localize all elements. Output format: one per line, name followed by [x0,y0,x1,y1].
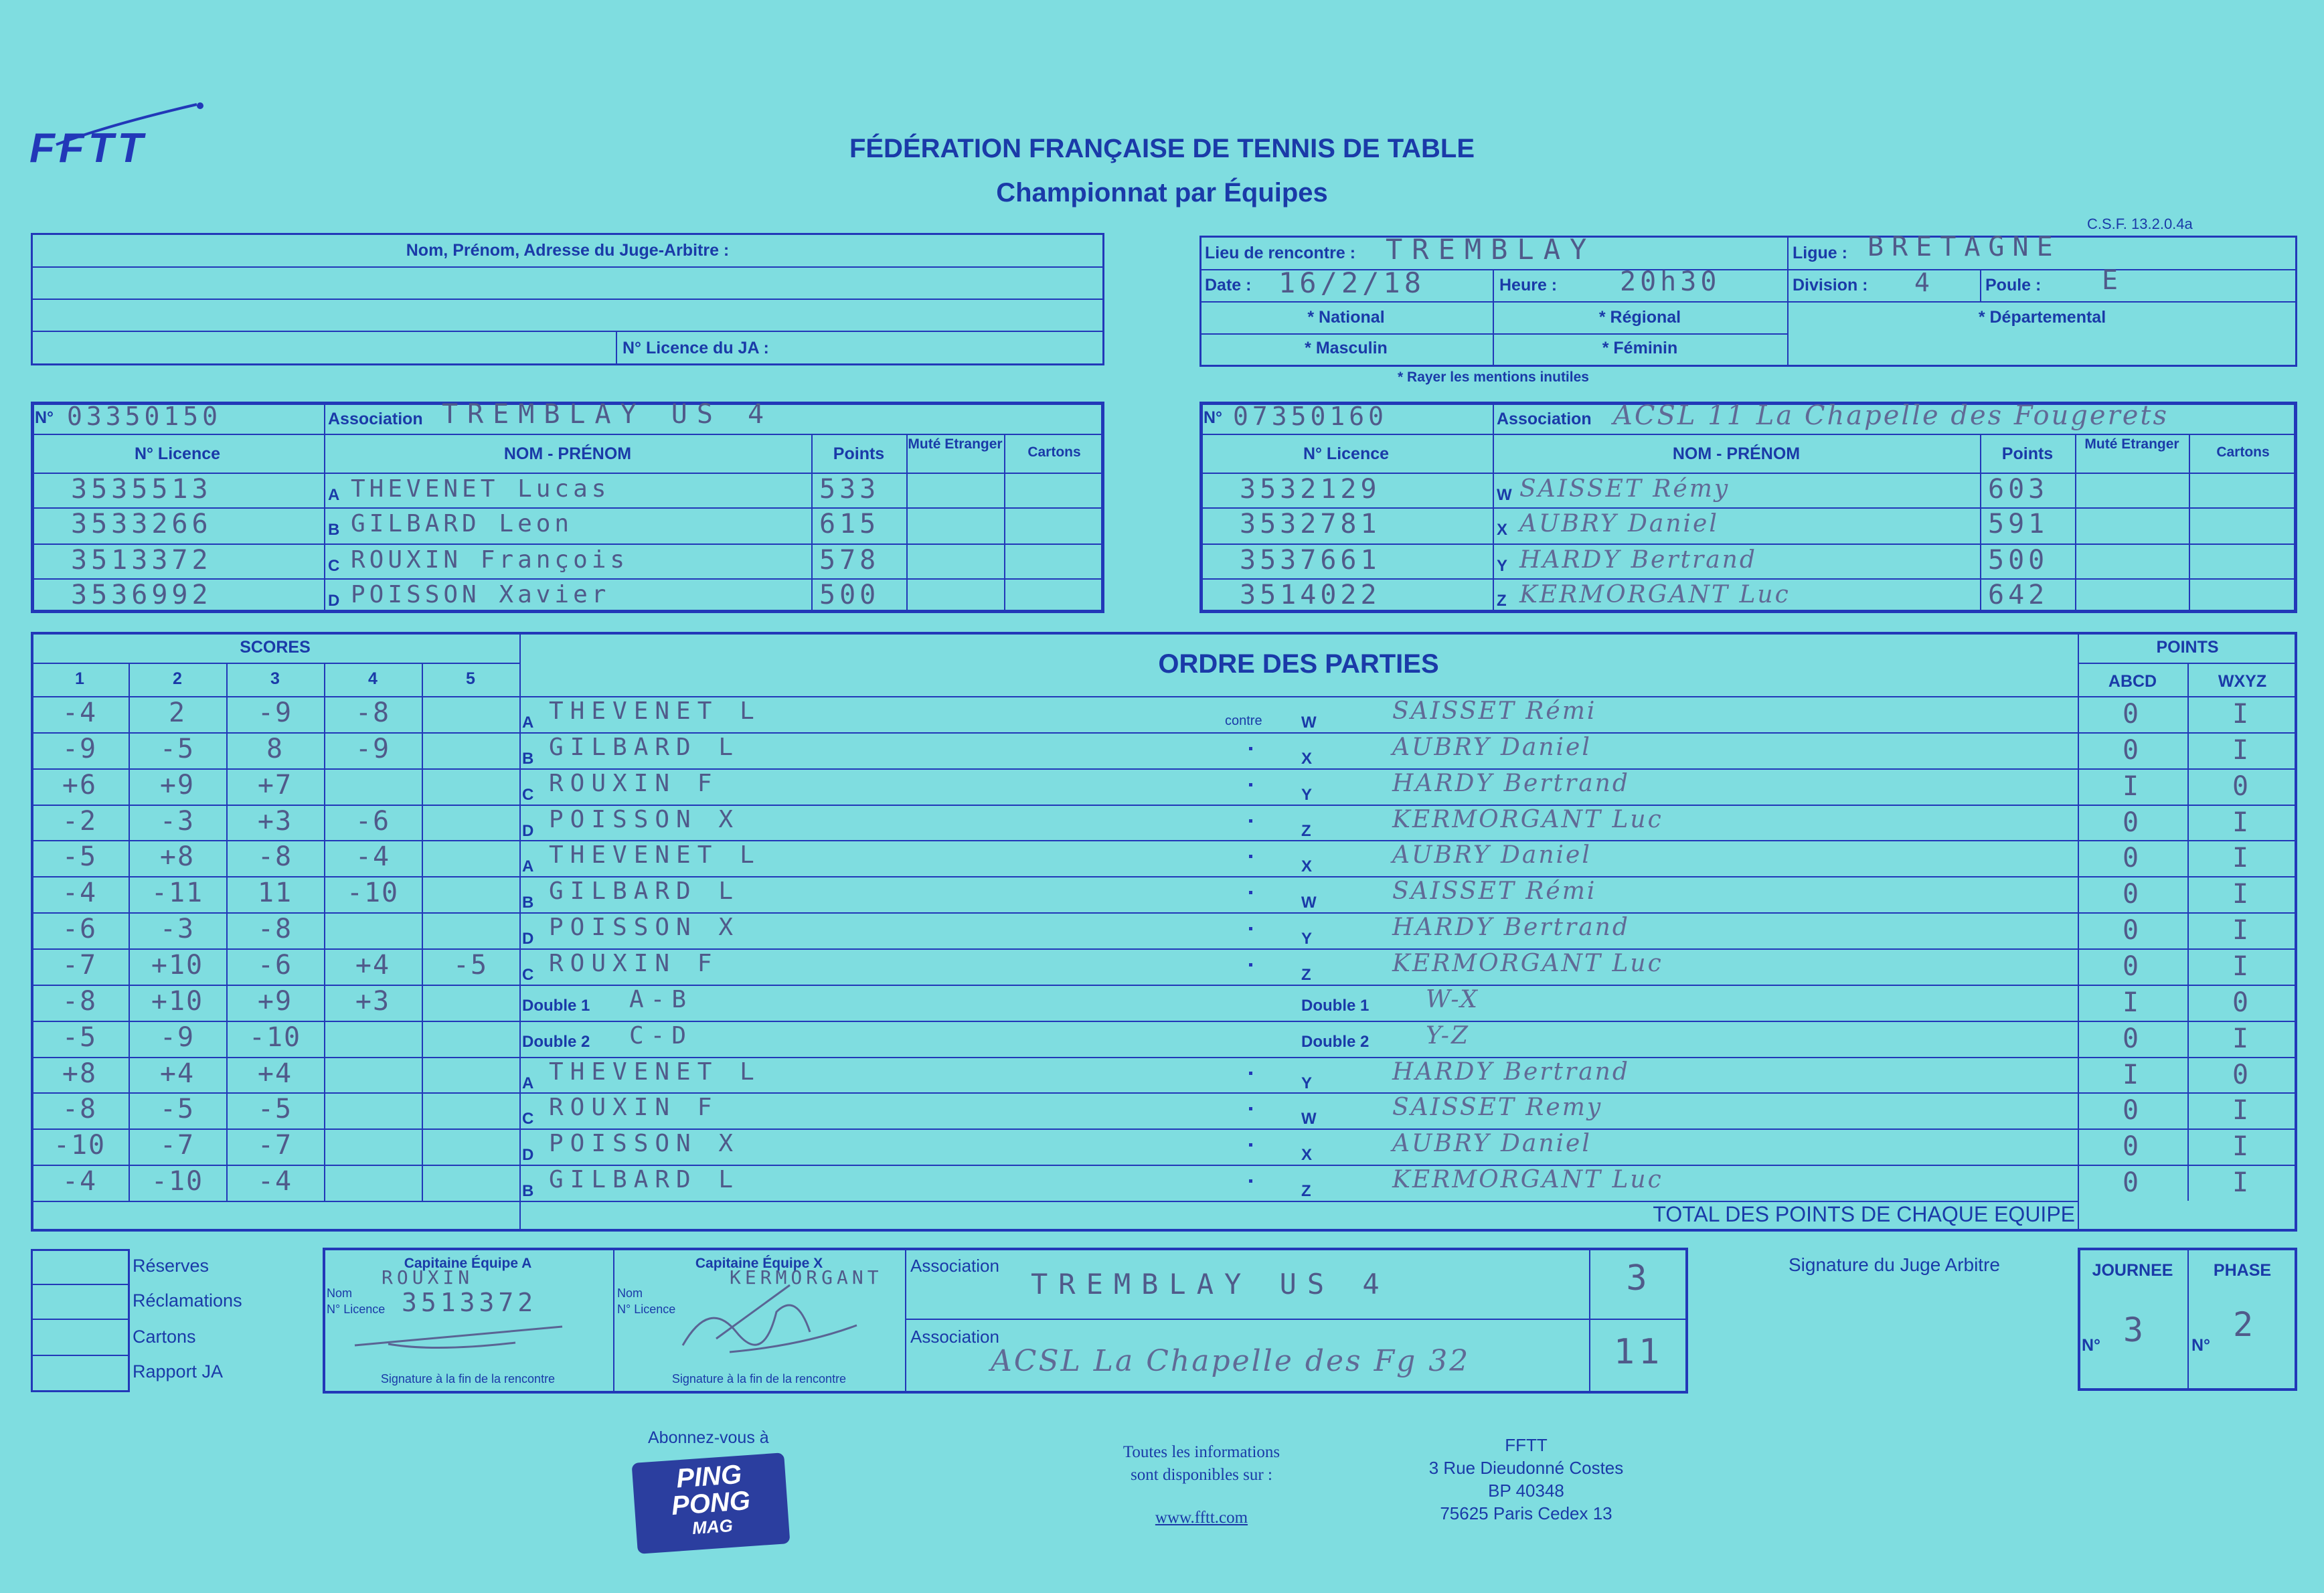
left-player-name: GILBARD L [549,733,740,761]
points-abcd: 0 [2122,1167,2143,1199]
team-left-number: 03350150 [67,402,222,431]
heure-value: 20h30 [1620,266,1721,297]
right-player-letter: Y [1301,930,1313,948]
team-left-col-nom: NOM - PRÉNOM [503,444,632,463]
departemental-label: * Départemental [1978,308,2106,327]
player-licence: 3535513 [71,474,212,505]
contre-dot [1249,1143,1252,1147]
team-right-association: ACSL 11 La Chapelle des Fougerets [1613,400,2169,431]
left-player-letter: B [522,749,534,768]
mag-line1: PING [675,1459,743,1494]
date-label: Date : [1205,276,1252,295]
captain-a-nom: ROUXIN [382,1266,474,1288]
captain-x-signature [669,1272,870,1365]
left-player-letter: B [522,1182,534,1201]
captain-x-title: Capitaine Équipe X [695,1256,823,1271]
player-name: ROUXIN François [351,546,629,574]
points-abcd: 0 [2122,879,2143,910]
points-abcd: 0 [2122,951,2143,983]
set-score: -4 [257,1166,293,1197]
player-points: 500 [1988,545,2049,576]
left-player-letter: C [522,1110,534,1128]
reserves-box [31,1249,130,1392]
set-score: +8 [159,841,195,873]
player-letter: D [328,592,340,610]
points-wxyz: I [2232,1023,2253,1054]
points-abcd: 0 [2122,1131,2143,1163]
player-letter: A [328,486,340,504]
game-row-divider [31,1165,2297,1166]
player-name: KERMORGANT Luc [1519,581,1791,608]
infos-line1: Toutes les informations [1123,1443,1280,1461]
left-player-letter: D [522,1146,534,1165]
player-points: 500 [819,580,880,610]
game-row-divider [31,1128,2297,1130]
right-player-name: HARDY Bertrand [1392,1058,1630,1086]
team-right-col-cartons: Cartons [2216,444,2270,460]
set-score: -7 [257,1130,293,1161]
set-score: +9 [257,985,293,1017]
set-score: -7 [159,1130,195,1161]
mag-line3: MAG [691,1515,734,1538]
set-score: -4 [355,841,391,873]
set-score: -3 [159,914,195,945]
points-wxyz: I [2232,951,2253,983]
set-score: +7 [257,769,293,801]
team-right-col-mute: Muté Etranger [2084,436,2179,452]
game-row-divider [31,1057,2297,1058]
right-player-letter: X [1301,749,1313,768]
points-wxyz: I [2232,1095,2253,1126]
right-player-letter: Y [1301,1074,1313,1092]
contre-dot [1249,747,1252,750]
division-value: 4 [1914,268,1934,297]
contre-dot [1249,891,1252,894]
total-label: TOTAL DES POINTS DE CHAQUE EQUIPE [1653,1202,2075,1226]
left-player-letter: Double 2 [522,1032,590,1051]
set-score: -11 [151,877,204,909]
contre-dot [1249,855,1252,858]
right-player-name: KERMORGANT Luc [1392,950,1663,978]
team-right-association-label: Association [1497,410,1592,428]
address-street: 3 Rue Dieudonné Costes [1428,1458,1624,1478]
set-column-divider [422,663,423,1201]
points-wxyz: I [2232,699,2253,730]
assoc1-label: Association [910,1256,999,1276]
website-link[interactable]: www.fftt.com [1155,1509,1248,1527]
set-score: -8 [355,697,391,728]
player-points: 578 [819,545,880,576]
federation-title: FÉDÉRATION FRANÇAISE DE TENNIS DE TABLE [849,134,1475,163]
points-abcd: I [2122,987,2143,1018]
set-score: -10 [151,1166,204,1197]
player-name: HARDY Bertrand [1519,546,1757,574]
player-letter: Z [1497,592,1507,610]
set-score: +3 [257,805,293,837]
game-row-divider [31,1021,2297,1022]
set-score: +3 [355,985,391,1017]
poule-label: Poule : [1985,276,2042,295]
logo-text: FFTT [29,125,147,171]
right-player-letter: Z [1301,966,1311,985]
contre-label: contre [1225,714,1262,728]
left-player-name: C-D [629,1021,693,1050]
left-player-name: THEVENET L [549,1058,761,1086]
player-licence: 3537661 [1240,545,1381,576]
left-player-name: THEVENET L [549,697,761,725]
left-player-name: POISSON X [549,1130,740,1158]
set-header-4: 4 [368,669,378,688]
masculin-label: * Masculin [1305,339,1388,357]
left-player-letter: A [522,1074,534,1092]
left-player-name: GILBARD L [549,1166,740,1194]
contre-dot [1249,963,1252,967]
team-left-col-points: Points [833,444,885,463]
points-abcd: 0 [2122,915,2143,946]
set-score: -4 [62,877,98,909]
points-abcd: 0 [2122,734,2143,766]
set-score: -5 [159,1094,195,1125]
right-player-name: SAISSET Rémi [1392,697,1597,725]
abcd-header: ABCD [2108,672,2157,691]
contre-dot [1249,1179,1252,1183]
assoc1-score: 3 [1626,1258,1651,1298]
set-score: -4 [62,697,98,728]
judge-label: Nom, Prénom, Adresse du Juge-Arbitre : [406,241,730,260]
journee-n-label: N° [2082,1336,2101,1355]
division-label: Division : [1793,276,1868,295]
left-player-letter: A [522,857,534,876]
order-title: ORDRE DES PARTIES [1158,649,1439,679]
points-wxyz: 0 [2232,770,2253,802]
set-score: -3 [159,805,195,837]
assoc1-value: TREMBLAY US 4 [1031,1268,1390,1301]
judge-licence-label: N° Licence du JA : [622,339,769,357]
phase-n-label: N° [2191,1336,2211,1355]
left-player-letter: C [522,785,534,804]
set-score: -10 [53,1130,106,1161]
left-player-name: GILBARD L [549,877,740,906]
abonnez-label: Abonnez-vous à [648,1428,769,1447]
set-score: +4 [159,1058,195,1089]
journee-label: JOURNEE [2092,1261,2173,1280]
player-letter: B [328,521,340,539]
left-player-name: ROUXIN F [549,769,719,797]
right-player-letter: Z [1301,1182,1311,1201]
points-wxyz: 0 [2232,1059,2253,1090]
set-score: -7 [62,950,98,981]
team-left-association: TREMBLAY US 4 [442,399,774,430]
points-abcd: 0 [2122,1095,2143,1126]
captain-a-licence: 3513372 [402,1288,537,1317]
set-score: -8 [257,914,293,945]
player-letter: W [1497,486,1512,504]
team-right-col-licence: N° Licence [1303,444,1390,463]
game-row-divider [31,1092,2297,1094]
set-score: -8 [257,841,293,873]
set-score: +10 [151,985,204,1017]
contre-dot [1249,819,1252,823]
ping-pong-mag-logo [632,1452,791,1554]
right-player-name: Y-Z [1426,1021,1470,1050]
right-player-name: HARDY Bertrand [1392,914,1630,942]
player-points: 533 [819,474,880,505]
left-player-letter: D [522,821,534,840]
address-bp: BP 40348 [1488,1481,1564,1501]
captain-x-signature-label: Signature à la fin de la rencontre [671,1372,847,1386]
right-player-name: KERMORGANT Luc [1392,1166,1663,1194]
set-score: -5 [257,1094,293,1125]
set-header-1: 1 [75,669,84,688]
assoc2-value: ACSL La Chapelle des Fg 32 [991,1344,1471,1378]
set-score: +6 [62,769,98,801]
right-player-letter: Double 2 [1301,1032,1370,1051]
contre-dot [1249,1072,1252,1075]
captain-x-licence-label: N° Licence [617,1303,676,1316]
set-score: -9 [257,697,293,728]
mentions-note: * Rayer les mentions inutiles [1398,369,1589,385]
set-score: +4 [257,1058,293,1089]
phase-label: PHASE [2213,1261,2272,1280]
points-wxyz: I [2232,1131,2253,1163]
right-player-letter: W [1301,894,1317,912]
right-player-letter: W [1301,1110,1317,1128]
phase-value: 2 [2233,1305,2258,1344]
team-left-col-mute: Muté Etranger [908,436,1003,452]
contre-dot [1249,783,1252,786]
left-player-name: POISSON X [549,914,740,942]
set-score: -10 [248,1021,302,1053]
heure-label: Heure : [1499,276,1558,295]
form-code: C.S.F. 13.2.0.4a [2087,216,2193,232]
ligue-label: Ligue : [1793,244,1847,262]
player-name: SAISSET Rémy [1519,475,1730,503]
wxyz-header: WXYZ [2218,672,2267,691]
captain-a-title: Capitaine Équipe A [404,1256,532,1271]
player-name: AUBRY Daniel [1519,510,1719,537]
national-label: * National [1307,308,1385,327]
set-score: -5 [159,733,195,764]
set-score: 2 [168,697,187,728]
points-wxyz: I [2232,843,2253,874]
reserves-label: Réserves [133,1256,210,1276]
right-player-letter: X [1301,857,1313,876]
points-abcd: 0 [2122,1023,2143,1054]
set-score: -8 [62,1094,98,1125]
set-score: -9 [159,1021,195,1053]
team-right-col-nom: NOM - PRÉNOM [1672,444,1801,463]
left-player-letter: A [522,714,534,732]
player-points: 615 [819,509,880,539]
team-left-col-cartons: Cartons [1027,444,1081,460]
player-licence: 3533266 [71,509,212,539]
set-score: -10 [346,877,400,909]
set-score: -9 [62,733,98,764]
reclamations-label: Réclamations [133,1290,242,1311]
poule-value: E [2102,265,2123,296]
right-player-letter: W [1301,714,1317,732]
set-score: -6 [257,950,293,981]
left-player-name: POISSON X [549,805,740,833]
points-wxyz: 0 [2232,987,2253,1018]
set-score: -5 [452,950,489,981]
captain-a-signature [348,1319,576,1359]
captain-a-nom-label: Nom [327,1286,353,1300]
player-letter: Y [1497,557,1508,575]
set-score: +8 [62,1058,98,1089]
right-player-letter: Z [1301,821,1311,840]
right-player-letter: Y [1301,785,1313,804]
mag-line2: PONG [670,1485,752,1521]
player-points: 603 [1988,474,2049,505]
player-licence: 3514022 [1240,580,1381,610]
lieu-value: TREMBLAY [1386,233,1596,266]
set-score: -6 [62,914,98,945]
points-wxyz: I [2232,915,2253,946]
right-player-name: HARDY Bertrand [1392,769,1630,797]
right-player-name: AUBRY Daniel [1392,841,1592,869]
left-player-letter: D [522,930,534,948]
set-header-5: 5 [466,669,475,688]
points-wxyz: I [2232,1167,2253,1199]
journee-value: 3 [2123,1311,2148,1349]
set-score: -5 [62,841,98,873]
player-name: POISSON Xavier [351,581,610,608]
right-player-letter: Double 1 [1301,996,1370,1015]
set-score: -2 [62,805,98,837]
points-abcd: 0 [2122,807,2143,838]
set-score: 11 [257,877,293,909]
address-name: FFTT [1505,1435,1548,1455]
captain-a-signature-label: Signature à la fin de la rencontre [380,1372,556,1386]
points-abcd: I [2122,1059,2143,1090]
lieu-label: Lieu de rencontre : [1205,244,1356,262]
player-licence: 3532781 [1240,509,1381,539]
set-header-3: 3 [270,669,280,688]
set-header-2: 2 [173,669,182,688]
player-licence: 3536992 [71,580,212,610]
scores-title: SCORES [240,638,311,657]
right-player-name: KERMORGANT Luc [1392,805,1663,833]
championship-subtitle: Championnat par Équipes [996,178,1328,207]
assoc2-score: 11 [1613,1332,1664,1372]
points-wxyz: I [2232,807,2253,838]
team-right-number: 07350160 [1233,402,1388,431]
set-score: +10 [151,950,204,981]
team-left-col-licence: N° Licence [134,444,221,463]
right-player-name: AUBRY Daniel [1392,733,1592,761]
player-licence: 3532129 [1240,474,1381,505]
left-player-letter: Double 1 [522,996,590,1015]
left-player-name: ROUXIN F [549,950,719,978]
cartons-label: Cartons [133,1327,196,1347]
player-points: 642 [1988,580,2049,610]
right-player-name: AUBRY Daniel [1392,1130,1592,1158]
date-value: 16/2/18 [1278,266,1426,299]
player-letter: C [328,557,340,575]
feminin-label: * Féminin [1602,339,1678,357]
left-player-letter: C [522,966,534,985]
left-player-name: A-B [629,985,693,1013]
contre-dot [1249,927,1252,930]
right-player-name: SAISSET Remy [1392,1094,1603,1122]
ligue-value: BRETAGNE [1868,232,2061,262]
captain-x-nom-label: Nom [617,1286,643,1300]
team-left-association-label: Association [328,410,423,428]
juge-signature-label: Signature du Juge Arbitre [1789,1254,2000,1275]
set-score: +9 [159,769,195,801]
points-abcd: 0 [2122,843,2143,874]
team-left-number-label: N° [35,408,54,427]
player-name: GILBARD Leon [351,510,574,537]
set-score: -6 [355,805,391,837]
right-player-name: W-X [1426,985,1479,1013]
regional-label: * Régional [1598,308,1681,327]
game-row-divider [31,912,2297,914]
address-city: 75625 Paris Cedex 13 [1440,1503,1612,1523]
left-player-letter: B [522,894,534,912]
set-score: 8 [266,733,284,764]
assoc2-label: Association [910,1327,999,1347]
contre-dot [1249,1107,1252,1110]
points-wxyz: I [2232,734,2253,766]
set-score: +4 [355,950,391,981]
points-wxyz: I [2232,879,2253,910]
team-right-col-points: Points [2001,444,2054,463]
set-score: -4 [62,1166,98,1197]
rapport-label: Rapport JA [133,1361,224,1381]
player-points: 591 [1988,509,2049,539]
left-player-name: ROUXIN F [549,1094,719,1122]
right-player-name: SAISSET Rémi [1392,877,1597,906]
set-score: -5 [62,1021,98,1053]
game-row-divider [31,768,2297,770]
captain-x-nom: KERMORGANT [730,1266,883,1288]
player-licence: 3513372 [71,545,212,576]
points-abcd: I [2122,770,2143,802]
right-player-letter: X [1301,1146,1313,1165]
player-name: THEVENET Lucas [351,475,610,503]
team-right-number-label: N° [1204,408,1223,427]
infos-line2: sont disponibles sur : [1131,1466,1272,1484]
points-title: POINTS [2156,638,2219,657]
points-abcd: 0 [2122,699,2143,730]
set-score: -8 [62,985,98,1017]
captain-a-licence-label: N° Licence [327,1303,386,1316]
left-player-name: THEVENET L [549,841,761,869]
player-letter: X [1497,521,1508,539]
set-score: -9 [355,733,391,764]
